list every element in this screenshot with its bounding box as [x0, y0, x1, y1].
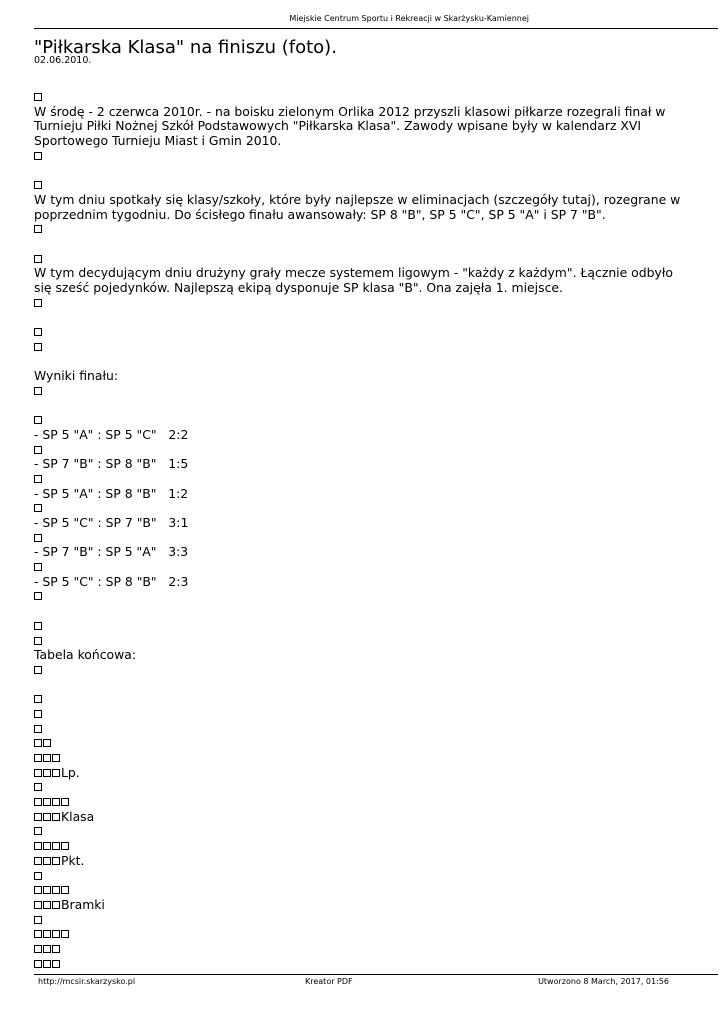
- missing-glyph-box: [34, 255, 42, 263]
- box-line: [34, 634, 694, 649]
- missing-glyph-box: [34, 225, 42, 233]
- match-result: - SP 5 "A" : SP 8 "B" 1:2: [34, 485, 189, 501]
- spacer-line: [34, 310, 694, 325]
- missing-glyph-box: [34, 710, 42, 718]
- missing-glyph-box: [34, 446, 42, 454]
- article-title: "Piłkarska Klasa" na finiszu (foto).: [34, 37, 337, 58]
- article-date: 02.06.2010.: [34, 55, 92, 66]
- box-line: [34, 707, 694, 722]
- missing-glyph-box: [52, 960, 60, 968]
- missing-glyph-box: [52, 842, 60, 850]
- box-line: [34, 222, 694, 237]
- missing-glyph-box: [61, 842, 69, 850]
- missing-glyph-box: [34, 827, 42, 835]
- missing-glyph-box: [34, 695, 42, 703]
- missing-glyph-box: [34, 666, 42, 674]
- box-line: [34, 149, 694, 164]
- column-label: Klasa: [61, 808, 95, 824]
- missing-glyph-box: [34, 343, 42, 351]
- box-line: [34, 325, 694, 340]
- missing-glyph-box: [34, 637, 42, 645]
- box-line: [34, 384, 694, 399]
- missing-glyph-box: [34, 813, 42, 821]
- missing-glyph-box: [52, 769, 60, 777]
- box-line: [34, 531, 694, 546]
- box-line: [34, 736, 694, 751]
- box-line: [34, 824, 694, 839]
- missing-glyph-box: [52, 945, 60, 953]
- missing-glyph-box: [52, 901, 60, 909]
- spacer-line: [34, 237, 694, 252]
- column-label: Bramki: [61, 896, 105, 912]
- table-column-pkt: [34, 854, 694, 869]
- box-line: [34, 751, 694, 766]
- footer-rule: [34, 974, 718, 975]
- missing-glyph-box: [34, 872, 42, 880]
- missing-glyph-box: [34, 930, 42, 938]
- box-line: [34, 619, 694, 634]
- box-line: [34, 560, 694, 575]
- missing-glyph-box: [34, 886, 42, 894]
- match-result: - SP 5 "C" : SP 7 "B" 3:1: [34, 515, 189, 531]
- box-line: [34, 472, 694, 487]
- box-line: [34, 296, 694, 311]
- missing-glyph-box: [52, 813, 60, 821]
- missing-glyph-box: [52, 798, 60, 806]
- box-line: [34, 869, 694, 884]
- column-label: Pkt.: [61, 852, 85, 868]
- missing-glyph-box: [34, 534, 42, 542]
- spacer-line: [34, 678, 694, 693]
- footer-created: Utworzono 8 March, 2017, 01:56: [538, 977, 669, 986]
- missing-glyph-box: [43, 798, 51, 806]
- box-line: [34, 722, 694, 737]
- missing-glyph-box: [34, 504, 42, 512]
- box-line: [34, 90, 694, 105]
- box-line: [34, 692, 694, 707]
- missing-glyph-box: [61, 886, 69, 894]
- missing-glyph-box: [34, 739, 42, 747]
- missing-glyph-box: [43, 754, 51, 762]
- paragraph-3: W tym decydującym dniu drużyny grały mecze systemem ligowym - "każdy z każdym". Łącznie odbyło się sześć pojedynków. Najlepszą ekipą dysponuje SP klasa "B". Ona zajęła 1. miejsce.: [34, 265, 673, 296]
- box-line: [34, 957, 694, 972]
- missing-glyph-box: [34, 783, 42, 791]
- missing-glyph-box: [61, 798, 69, 806]
- missing-glyph-box: [34, 945, 42, 953]
- missing-glyph-box: [34, 725, 42, 733]
- spacer-line: [34, 163, 694, 178]
- missing-glyph-box: [34, 299, 42, 307]
- missing-glyph-box: [34, 93, 42, 101]
- missing-glyph-box: [34, 387, 42, 395]
- footer-generator: Kreator PDF: [305, 977, 353, 986]
- missing-glyph-box: [34, 769, 42, 777]
- missing-glyph-box: [61, 930, 69, 938]
- missing-glyph-box: [43, 901, 51, 909]
- missing-glyph-box: [43, 945, 51, 953]
- box-line: [34, 883, 694, 898]
- table-heading: Tabela końcowa:: [34, 647, 137, 663]
- paragraph-2: W tym dniu spotkały się klasy/szkoły, które były najlepsze w eliminacjach (szczegóły tutaj), rozegrane w poprzednim tygodniu. Do ścisłego finału awansowały: SP 8 "B", SP 5 "C", SP 5 "A" i SP 7 "B".: [34, 191, 681, 222]
- missing-glyph-box: [34, 901, 42, 909]
- missing-glyph-box: [34, 960, 42, 968]
- missing-glyph-box: [43, 886, 51, 894]
- box-line: [34, 927, 694, 942]
- spacer-line: [34, 604, 694, 619]
- results-heading: Wyniki finału:: [34, 368, 119, 384]
- box-line: [34, 501, 694, 516]
- box-line: [34, 589, 694, 604]
- box-line: [34, 443, 694, 458]
- missing-glyph-box: [43, 857, 51, 865]
- table-column-bramki: [34, 898, 694, 913]
- site-header: Miejskie Centrum Sportu i Rekreacji w Skarżysku-Kamiennej: [289, 14, 529, 23]
- footer-url[interactable]: http://mcsir.skarzysko.pl: [38, 977, 136, 986]
- spacer-line: [34, 399, 694, 414]
- box-line: [34, 663, 694, 678]
- missing-glyph-box: [43, 739, 51, 747]
- box-line: [34, 795, 694, 810]
- missing-glyph-box: [34, 622, 42, 630]
- box-line: [34, 839, 694, 854]
- missing-glyph-box: [43, 930, 51, 938]
- missing-glyph-box: [34, 857, 42, 865]
- missing-glyph-box: [34, 754, 42, 762]
- box-line: [34, 913, 694, 928]
- article-body: [34, 90, 694, 971]
- missing-glyph-box: [34, 842, 42, 850]
- missing-glyph-box: [43, 960, 51, 968]
- missing-glyph-box: [43, 813, 51, 821]
- missing-glyph-box: [34, 592, 42, 600]
- box-line: [34, 413, 694, 428]
- missing-glyph-box: [34, 475, 42, 483]
- paragraph-1: W środę - 2 czerwca 2010r. - na boisku zielonym Orlika 2012 przyszli klasowi piłkarze rozegrali finał w Turnieju Piłki Nożnej Szkół Podstawowych "Piłkarska Klasa". Zawody wpisane były w kalendarz XVI Sportowego Turnieju Miast i Gmin 2010.: [34, 103, 666, 149]
- missing-glyph-box: [34, 181, 42, 189]
- missing-glyph-box: [43, 769, 51, 777]
- box-line: [34, 340, 694, 355]
- missing-glyph-box: [34, 416, 42, 424]
- box-line: [34, 780, 694, 795]
- header-rule: [34, 28, 718, 29]
- missing-glyph-box: [52, 930, 60, 938]
- table-column-lp: [34, 766, 694, 781]
- box-line: [34, 178, 694, 193]
- missing-glyph-box: [52, 754, 60, 762]
- box-line: [34, 942, 694, 957]
- missing-glyph-box: [34, 798, 42, 806]
- box-line: [34, 252, 694, 267]
- spacer-line: [34, 354, 694, 369]
- match-result: - SP 7 "B" : SP 8 "B" 1:5: [34, 456, 189, 472]
- missing-glyph-box: [34, 916, 42, 924]
- column-label: Lp.: [61, 764, 80, 780]
- missing-glyph-box: [52, 886, 60, 894]
- missing-glyph-box: [34, 152, 42, 160]
- table-column-klasa: [34, 810, 694, 825]
- match-result: - SP 7 "B" : SP 5 "A" 3:3: [34, 544, 189, 560]
- missing-glyph-box: [43, 842, 51, 850]
- match-result: - SP 5 "C" : SP 8 "B" 2:3: [34, 573, 189, 589]
- missing-glyph-box: [34, 328, 42, 336]
- match-result: - SP 5 "A" : SP 5 "C" 2:2: [34, 426, 189, 442]
- missing-glyph-box: [34, 563, 42, 571]
- missing-glyph-box: [52, 857, 60, 865]
